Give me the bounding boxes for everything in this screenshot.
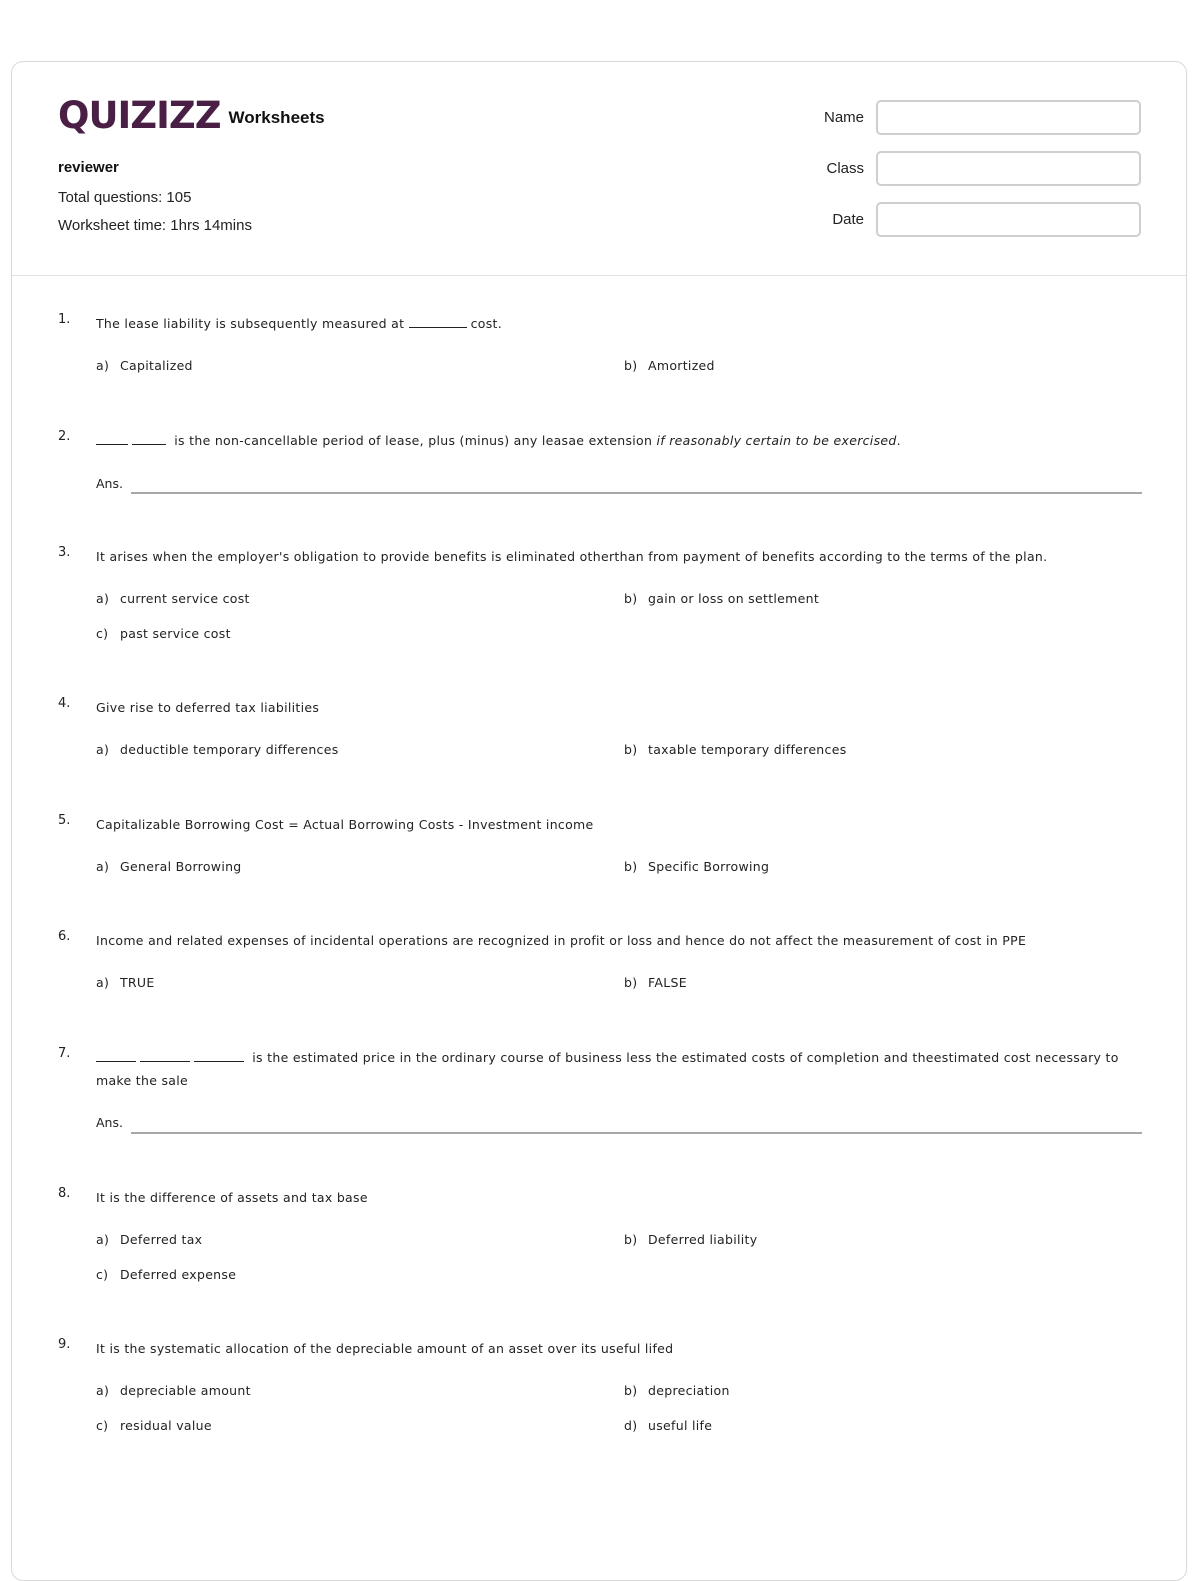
- option-a[interactable]: a) depreciable amount: [96, 1383, 251, 1398]
- worksheet-page: [11, 61, 1187, 1581]
- fill-blank: [140, 1049, 190, 1062]
- option-b[interactable]: b) gain or loss on settlement: [624, 591, 820, 606]
- date-field[interactable]: [876, 202, 1141, 237]
- question-number: 7.: [58, 1046, 71, 1061]
- logo-subtitle: Worksheets: [228, 108, 325, 127]
- question-text: It is the difference of assets and tax base: [96, 1190, 368, 1205]
- question-number: 2.: [58, 429, 71, 444]
- option-c[interactable]: c) residual value: [96, 1418, 212, 1433]
- question-number: 9.: [58, 1337, 71, 1352]
- option-a[interactable]: a) Deferred tax: [96, 1232, 203, 1247]
- worksheet-time: Worksheet time: 1hrs 14mins: [58, 217, 252, 234]
- logo-wordmark: QUIZIZZ: [58, 94, 221, 137]
- class-label: Class: [826, 160, 864, 177]
- worksheet-header: [12, 62, 1186, 276]
- name-label: Name: [823, 109, 864, 126]
- question-number: 8.: [58, 1186, 71, 1201]
- option-b[interactable]: b) taxable temporary differences: [624, 742, 847, 757]
- total-questions: Total questions: 105: [58, 189, 192, 206]
- answer-line[interactable]: [131, 492, 1142, 494]
- answer-label: Ans.: [96, 476, 123, 491]
- quizizz-logo: [58, 96, 325, 136]
- question-number: 1.: [58, 312, 71, 327]
- fill-blank: [132, 432, 166, 445]
- fill-blank: [96, 432, 128, 445]
- fill-blank: [409, 315, 467, 328]
- question-text: Income and related expenses of incidental operations are recognized in profit or loss and hence do not affect the measurement of cost in PPE: [96, 933, 1027, 948]
- question-text: is the non-cancellable period of lease, plus (minus) any leasae extension if reasonably certain to be exercised.: [96, 429, 1146, 452]
- question-text: The lease liability is subsequently measured at cost.: [96, 316, 502, 331]
- date-label: Date: [832, 211, 864, 228]
- option-a[interactable]: a) Capitalized: [96, 358, 193, 373]
- question-number: 6.: [58, 929, 71, 944]
- answer-line[interactable]: [131, 1132, 1142, 1134]
- fill-blank: [96, 1049, 136, 1062]
- question-text: Give rise to deferred tax liabilities: [96, 700, 320, 715]
- option-d[interactable]: d) useful life: [624, 1418, 713, 1433]
- option-c[interactable]: c) Deferred expense: [96, 1267, 237, 1282]
- question-number: 4.: [58, 696, 71, 711]
- option-a[interactable]: a) deductible temporary differences: [96, 742, 339, 757]
- option-a[interactable]: a) General Borrowing: [96, 859, 242, 874]
- fill-blank: [194, 1049, 244, 1062]
- answer-label: Ans.: [96, 1115, 123, 1130]
- option-a[interactable]: a) current service cost: [96, 591, 250, 606]
- question-text: Capitalizable Borrowing Cost = Actual Borrowing Costs - Investment income: [96, 817, 594, 832]
- worksheet-title: reviewer: [58, 159, 119, 176]
- question-number: 5.: [58, 813, 71, 828]
- option-c[interactable]: c) past service cost: [96, 626, 231, 641]
- option-b[interactable]: b) Deferred liability: [624, 1232, 758, 1247]
- question-text: is the estimated price in the ordinary course of business less the estimated costs of completion and theestimated cost necessary to make the sale: [96, 1050, 1119, 1088]
- option-a[interactable]: a) TRUE: [96, 975, 155, 990]
- name-field[interactable]: [876, 100, 1141, 135]
- question-text: It is the systematic allocation of the depreciable amount of an asset over its useful lifed: [96, 1341, 674, 1356]
- option-b[interactable]: b) FALSE: [624, 975, 687, 990]
- option-b[interactable]: b) Specific Borrowing: [624, 859, 770, 874]
- class-field[interactable]: [876, 151, 1141, 186]
- option-b[interactable]: b) depreciation: [624, 1383, 730, 1398]
- option-b[interactable]: b) Amortized: [624, 358, 715, 373]
- question-text: It arises when the employer's obligation to provide benefits is eliminated otherthan from payment of benefits according to the terms of the plan.: [96, 549, 1048, 564]
- question-number: 3.: [58, 545, 71, 560]
